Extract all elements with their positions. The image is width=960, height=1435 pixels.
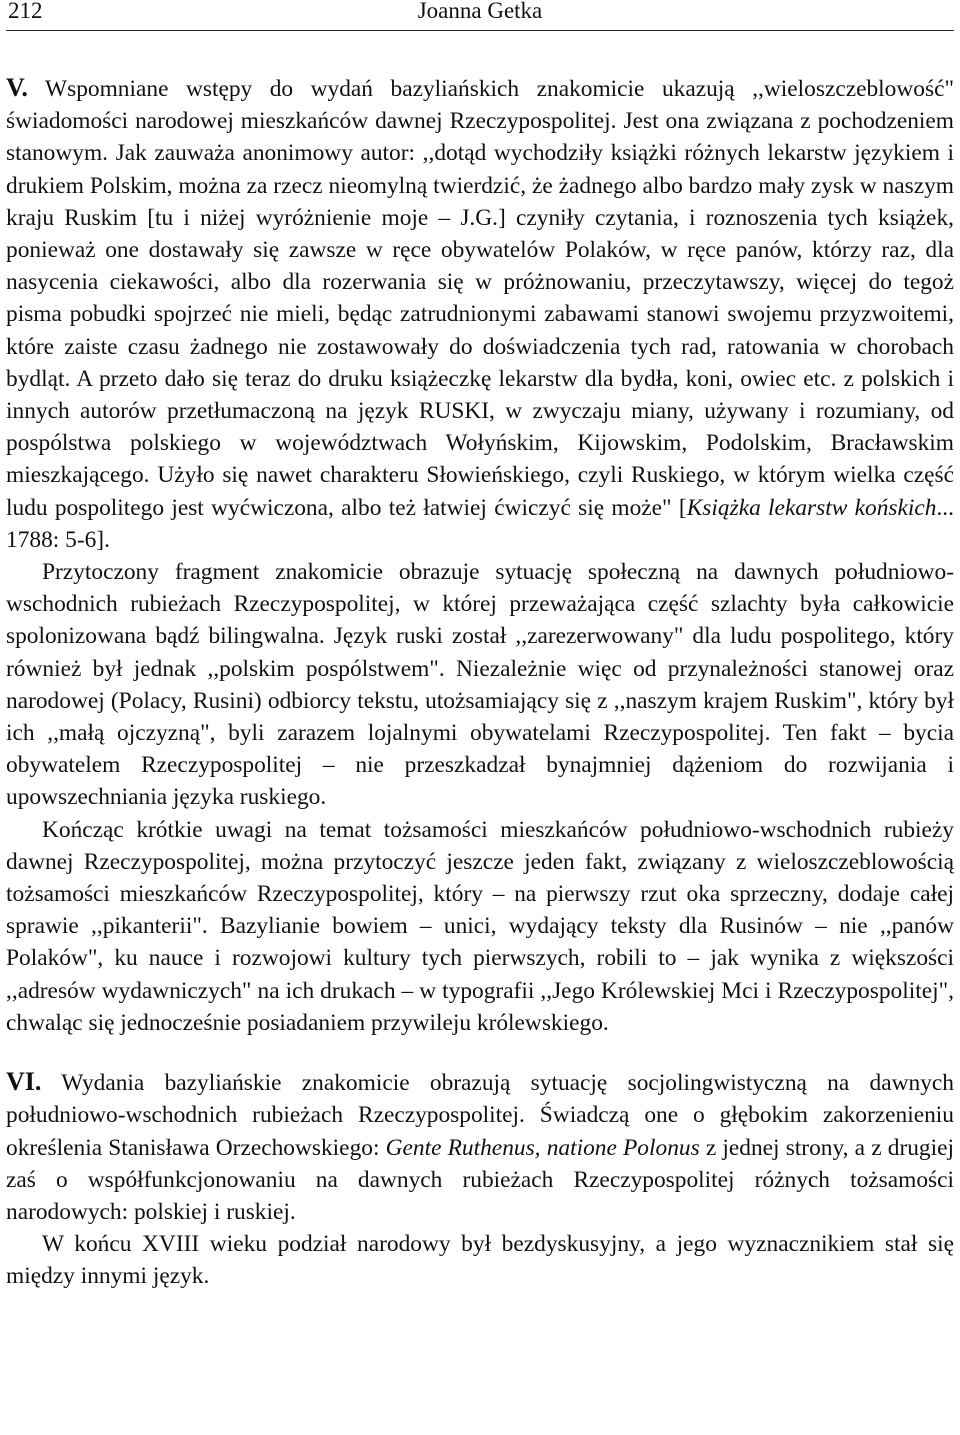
- latin-phrase: Gente Ruthenus, natione Polonus: [385, 1134, 700, 1161]
- page-number: 212: [8, 0, 43, 23]
- paragraph-text: Wydania bazyliańskie znakomicie obrazują sytuację socjolingwistyczną na dawnych południowo-wschodnich rubieżach Rzeczypospolitej. Świadczą one o głębokim zakorzenieniu określenia Stanisława Orzechowskiego:: [6, 1070, 954, 1161]
- section-number: V.: [6, 73, 28, 102]
- section-number: VI.: [6, 1067, 42, 1097]
- paragraph-text: Wspomniane wstępy do wydań bazyliańskich znakomicie ukazują ,,wieloszczeblowość" świadomości narodowej mieszkańców dawnej Rzeczypospolitej. Jest ona związana z pochodzeniem stanowym. Jak zauważa anonimowy autor: ,,dotąd wychodziły książki różnych lekarstw językiem i drukiem Polskim, można za rzecz nieomylną twierdzić, że żadnego albo bardzo mały zysk w naszym kraju Ruskim [tu i niżej wyróżnienie moje – J.G.] czyniły czytania, i roznoszenia tych książek, ponieważ one dostawały się zawsze w ręce obywatelów Polaków, w ręce panów, którzy raz, dla nasycenia ciekawości, albo dla rozerwania się w próżnowaniu, przeczytawszy, więcej do tegoż pisma pobudki spojrzeć nie mieli, będąc zatrudnionymi zabawami stanowi swojemu przyzwoitemi, które zaiste czasu żadnego nie zostawowały do doświadczenia tych rad, ratowania w chorobach bydląt. A przeto dało się teraz do druku książeczkę lekarstw dla bydła, koni, owiec etc. z polskich i innych autorów przetłumaczoną na język RUSKI, w zwyczaju miany, używany i rozumiany, od pospólstwa polskiego w województwach Wołyńskim, Kijowskim, Podolskim, Bracławskim mieszkającego. Użyło się nawet charakteru Słowieńskiego, czyli Ruskiego, w którym wielka część ludu pospolitego jest wyćwiczona, albo też łatwiej ćwiczyć się może" [: [6, 76, 954, 521]
- running-header: [6, 0, 954, 31]
- paragraph-text: ... 1788: 5-6].: [6, 494, 954, 553]
- citation-title: Książka lekarstw końskich: [686, 494, 937, 521]
- paragraph-text: z jednej strony, a z drugiej zaś o współfunkcjonowaniu na dawnych rubieżach Rzeczypospolitej różnych tożsamości narodowych: polskiej i ruskiej.: [6, 1134, 954, 1225]
- section-5-paragraph-2: Przytoczony fragment znakomicie obrazuje sytuację społeczną na dawnych południowo-wschodnich rubieżach Rzeczypospolitej, w której przeważająca część szlachty była całkowicie spolonizowana bądź bilingwalna. Język ruski został ,,zarezerwowany" dla ludu pospolitego, który również był jednak ,,polskim pospólstwem". Niezależnie więc od przynależności stanowej oraz narodowej (Polacy, Rusini) odbiorcy tekstu, utożsamiający się z ,,naszym krajem Ruskim", który był ich ,,małą ojczyzną", byli zarazem lojalnymi obywatelami Rzeczypospolitej. Ten fakt – bycia obywatelem Rzeczypospolitej – nie przeszkadzał bynajmniej dążeniom do rozwijania i upowszechniania języka ruskiego.: [6, 559, 954, 811]
- body-text: [6, 72, 954, 1293]
- section-5-paragraph-3: Kończąc krótkie uwagi na temat tożsamości mieszkańców południowo-wschodnich rubieży dawnej Rzeczypospolitej, można przytoczyć jeszcze jeden fakt, związany z wieloszczeblowością tożsamości mieszkańców Rzeczypospolitej, który – na pierwszy rzut oka sprzeczny, dodaje całej sprawie ,,pikanterii". Bazylianie bowiem – unici, wydający teksty dla Rusinów – nie ,,panów Polaków", ku nauce i rozwojowi kultury tych pierwszych, robili to – jak wynika z większości ,,adresów wydawniczych" na ich drukach – w typografii ,,Jego Królewskiej Mci i Rzeczypospolitej", chwaląc się jednocześnie posiadaniem przywileju królewskiego.: [6, 816, 954, 1036]
- section-6-paragraph-1: [6, 1066, 954, 1228]
- section-5-paragraph-1: [6, 72, 954, 556]
- running-header-author: Joanna Getka: [417, 0, 543, 23]
- section-6-paragraph-2: W końcu XVIII wieku podział narodowy był bezdyskusyjny, a jego wyznacznikiem stał się między innymi język.: [6, 1231, 954, 1290]
